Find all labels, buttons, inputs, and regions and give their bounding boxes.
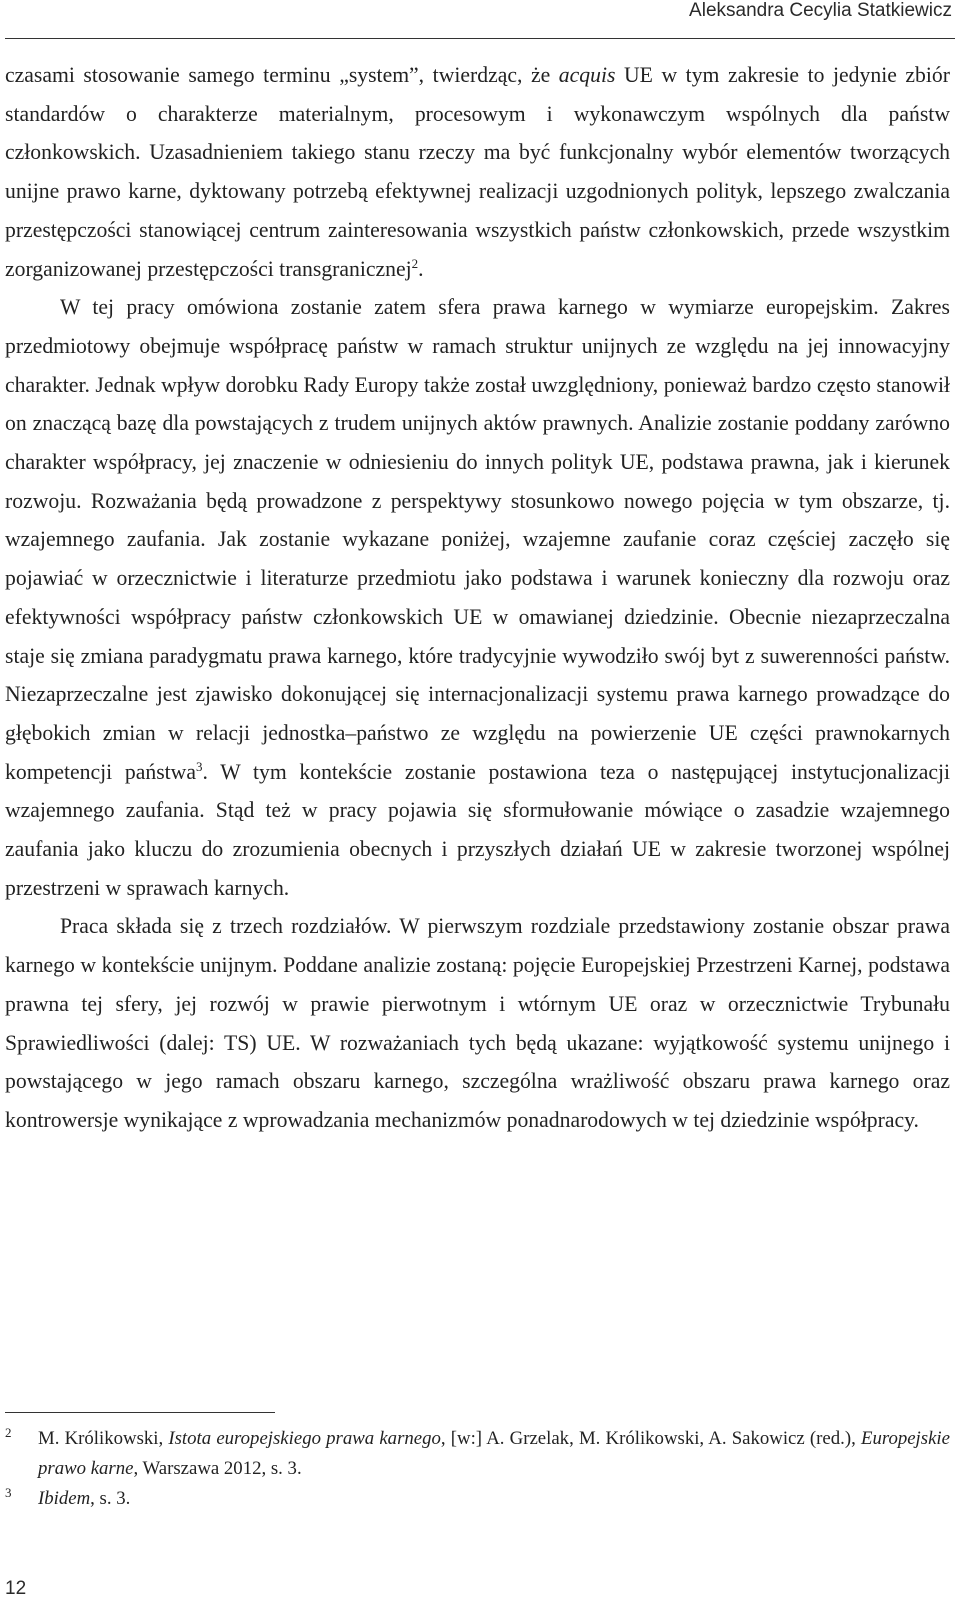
footnote-2-text-a: M. Królikowski,	[38, 1428, 169, 1449]
footnote-3-number: 3	[5, 1485, 12, 1500]
footnote-ref-3[interactable]: 3	[195, 758, 203, 774]
footnote-2-text-c: , Warszawa 2012, s. 3.	[133, 1458, 302, 1479]
footnotes	[5, 1424, 950, 1514]
footnote-3-text: , s. 3.	[90, 1488, 131, 1509]
footnote-3-ibidem: Ibidem	[38, 1488, 91, 1509]
footnote-2-book-title: Europejskie prawo karne	[38, 1428, 950, 1479]
footnote-3	[5, 1484, 950, 1514]
paragraph-1-text-c: .	[418, 256, 424, 281]
paragraph-1	[5, 56, 950, 288]
header-rule	[5, 38, 955, 39]
page-number: 12	[5, 1578, 27, 1599]
footnote-2-text-b: , [w:] A. Grzelak, M. Królikowski, A. Sakowicz (red.),	[440, 1428, 861, 1449]
italic-term-acquis: acquis	[558, 63, 616, 87]
footnote-ref-2[interactable]: 2	[411, 255, 419, 271]
paragraph-1-text-b: UE w tym zakresie to jedynie zbiór standardów o charakterze materialnym, procesowym i wykonawczym wspólnych dla państw członkowskich. Uzasadnieniem takiego stanu rzeczy ma być funkcjonalny wybór elementów tworzących unijne prawo karne, dyktowany potrzebą efektywnej realizacji uzgodnionych polityk, lepszego zwalczania przestępczości stanowiącej centrum zainteresowania wszystkich państw członkowskich, przede wszystkim zorganizowanej przestępczości transgranicznej	[5, 63, 950, 281]
footnote-2-title: Istota europejskiego prawa karnego	[168, 1428, 441, 1449]
body-text	[5, 56, 950, 1140]
paragraph-3: Praca składa się z trzech rozdziałów. W pierwszym rozdziale przedstawiony zostanie obszar prawa karnego w kontekście unijnym. Poddane analizie zostaną: pojęcie Europejskiej Przestrzeni Karnej, podstawa prawna tej sfery, jej rozwój w prawie pierwotnym i wtórnym UE oraz w orzecznictwie Trybunału Sprawiedliwości (dalej: TS) UE. W rozważaniach tych będą ukazane: wyjątkowość systemu unijnego i powstającego w jego ramach obszaru karnego, szczególna wrażliwość obszaru prawa karnego oraz kontrowersje wynikające z wprowadzania mechanizmów ponadnarodowych w tej dziedzinie współpracy.	[5, 914, 950, 1132]
paragraph-2-text-a: W tej pracy omówiona zostanie zatem sfera prawa karnego w wymiarze europejskim. Zakres przedmiotowy obejmuje współpracę państw w ramach struktur unijnych ze względu na jej innowacyjny charakter. Jednak wpływ dorobku Rady Europy także został uwzględniony, ponieważ bardzo często stanowił on znaczącą bazę dla powstających z trudem unijnych aktów prawnych. Analizie zostanie poddany zarówno charakter współpracy, jej znaczenie w odniesieniu do innych polityk UE, podstawa prawna, jak i kierunek rozwoju. Rozważania będą prowadzone z perspektywy stosunkowo nowego pojęcia w tym obszarze, tj. wzajemnego zaufania. Jak zostanie wykazane poniżej, wzajemne zaufanie coraz częściej zaczęło się pojawiać w orzecznictwie i literaturze przedmiotu jako podstawa i warunek konieczny dla rozwoju oraz efektywności współpracy państw członkowskich UE w omawianej dziedzinie. Obecnie niezaprzeczalna staje się zmiana paradygmatu prawa karnego, które tradycyjnie wywodziło swój byt z suwerenności państw. Niezaprzeczalne jest zjawisko dokonującej się internacjonalizacji systemu prawa karnego prowadzące do głębokich zmian w relacji jednostka–państwo ze względu na powierzenie UE części prawnokarnych kompetencji państwa	[5, 295, 950, 784]
paragraph-2	[5, 288, 950, 907]
running-header-author: Aleksandra Cecylia Statkiewicz	[689, 0, 952, 21]
footnote-2	[5, 1424, 950, 1484]
footnote-separator	[5, 1412, 275, 1413]
footnote-2-number: 2	[5, 1425, 12, 1440]
paragraph-2-text-b: . W tym kontekście zostanie postawiona teza o następującej instytucjonalizacji wzajemnego zaufania. Stąd też w pracy pojawia się sformułowanie mówiące o zasadzie wzajemnego zaufania jako kluczu do zrozumienia obecnych i przyszłych działań UE w zakresie tworzonej wspólnej przestrzeni w sprawach karnych.	[5, 759, 951, 900]
paragraph-1-text-a: czasami stosowanie samego terminu „system”, twierdząc, że	[5, 63, 559, 87]
